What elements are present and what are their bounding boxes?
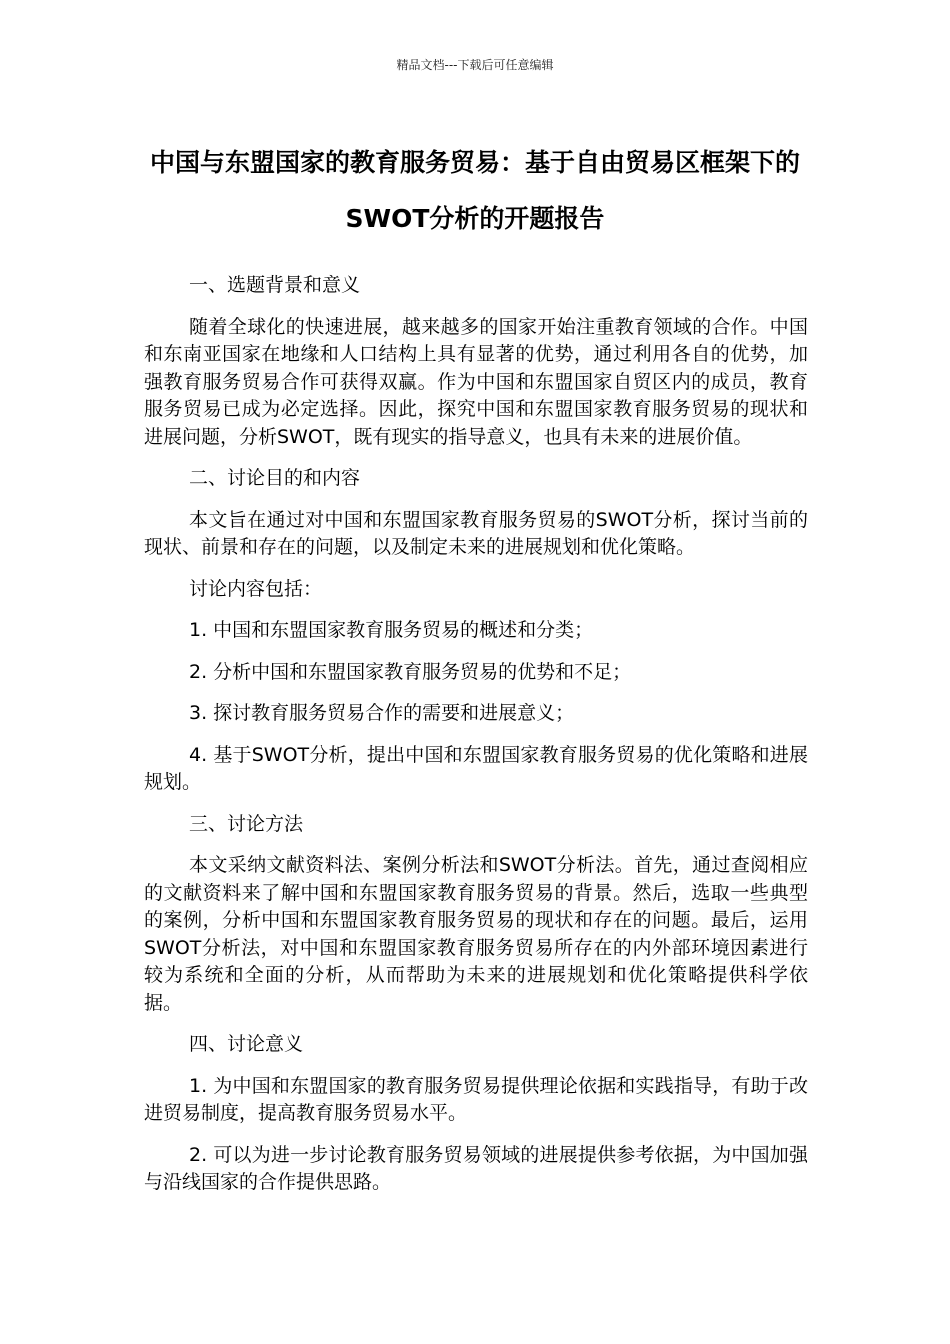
section-heading-significance: 四、讨论意义 (189, 1033, 304, 1055)
page-header: 精品文档---下载后可任意编辑 (396, 58, 554, 72)
document-title: 中国与东盟国家的教育服务贸易：基于自由贸易区框架下的SWOT分析的开题报告 (149, 148, 800, 233)
list-item-significance-1: 1. 为中国和东盟国家的教育服务贸易提供理论依据和实践指导，有助于改进贸易制度，提高教育服务贸易水平。 (144, 1074, 808, 1124)
paragraph-content-intro: 讨论内容包括： (189, 577, 323, 600)
paragraph-method: 本文采纳文献资料法、案例分析法和SWOT分析法。首先，通过查阅相应的文献资料来了解中国和东盟国家教育服务贸易的背景。然后，选取一些典型的案例，分析中国和东盟国家教育服务贸易的现状和存在的问题。最后，运用SWOT分析法，对中国和东盟国家教育服务贸易所存在的内外部环境因素进行较为系统和全面的分析，从而帮助为未来的进展规划和优化策略提供科学依据。 (144, 854, 808, 1014)
section-heading-purpose: 二、讨论目的和内容 (189, 467, 361, 489)
section-heading-method: 三、讨论方法 (189, 812, 304, 835)
list-item-content-4: 4. 基于SWOT分析，提出中国和东盟国家教育服务贸易的优化策略和进展规划。 (144, 743, 808, 793)
list-item-significance-2: 2. 可以为进一步讨论教育服务贸易领域的进展提供参考依据，为中国加强与沿线国家的合作提供思路。 (144, 1143, 808, 1193)
paragraph-background: 随着全球化的快速进展，越来越多的国家开始注重教育领域的合作。中国和东南亚国家在地缘和人口结构上具有显著的优势，通过利用各自的优势，加强教育服务贸易合作可获得双赢。作为中国和东盟国家自贸区内的成员，教育服务贸易已成为必定选择。因此，探究中国和东盟国家教育服务贸易的现状和进展问题，分析SWOT，既有现实的指导意义，也具有未来的进展价值。 (144, 315, 808, 448)
list-item-content-3: 3. 探讨教育服务贸易合作的需要和进展意义； (189, 702, 575, 724)
paragraph-purpose: 本文旨在通过对中国和东盟国家教育服务贸易的SWOT分析，探讨当前的现状、前景和存在的问题，以及制定未来的进展规划和优化策略。 (144, 508, 808, 558)
document-body (144, 272, 808, 1211)
list-item-content-2: 2. 分析中国和东盟国家教育服务贸易的优势和不足； (189, 660, 632, 683)
section-heading-background: 一、选题背景和意义 (189, 274, 361, 296)
list-item-content-1: 1. 中国和东盟国家教育服务贸易的概述和分类； (189, 619, 594, 641)
